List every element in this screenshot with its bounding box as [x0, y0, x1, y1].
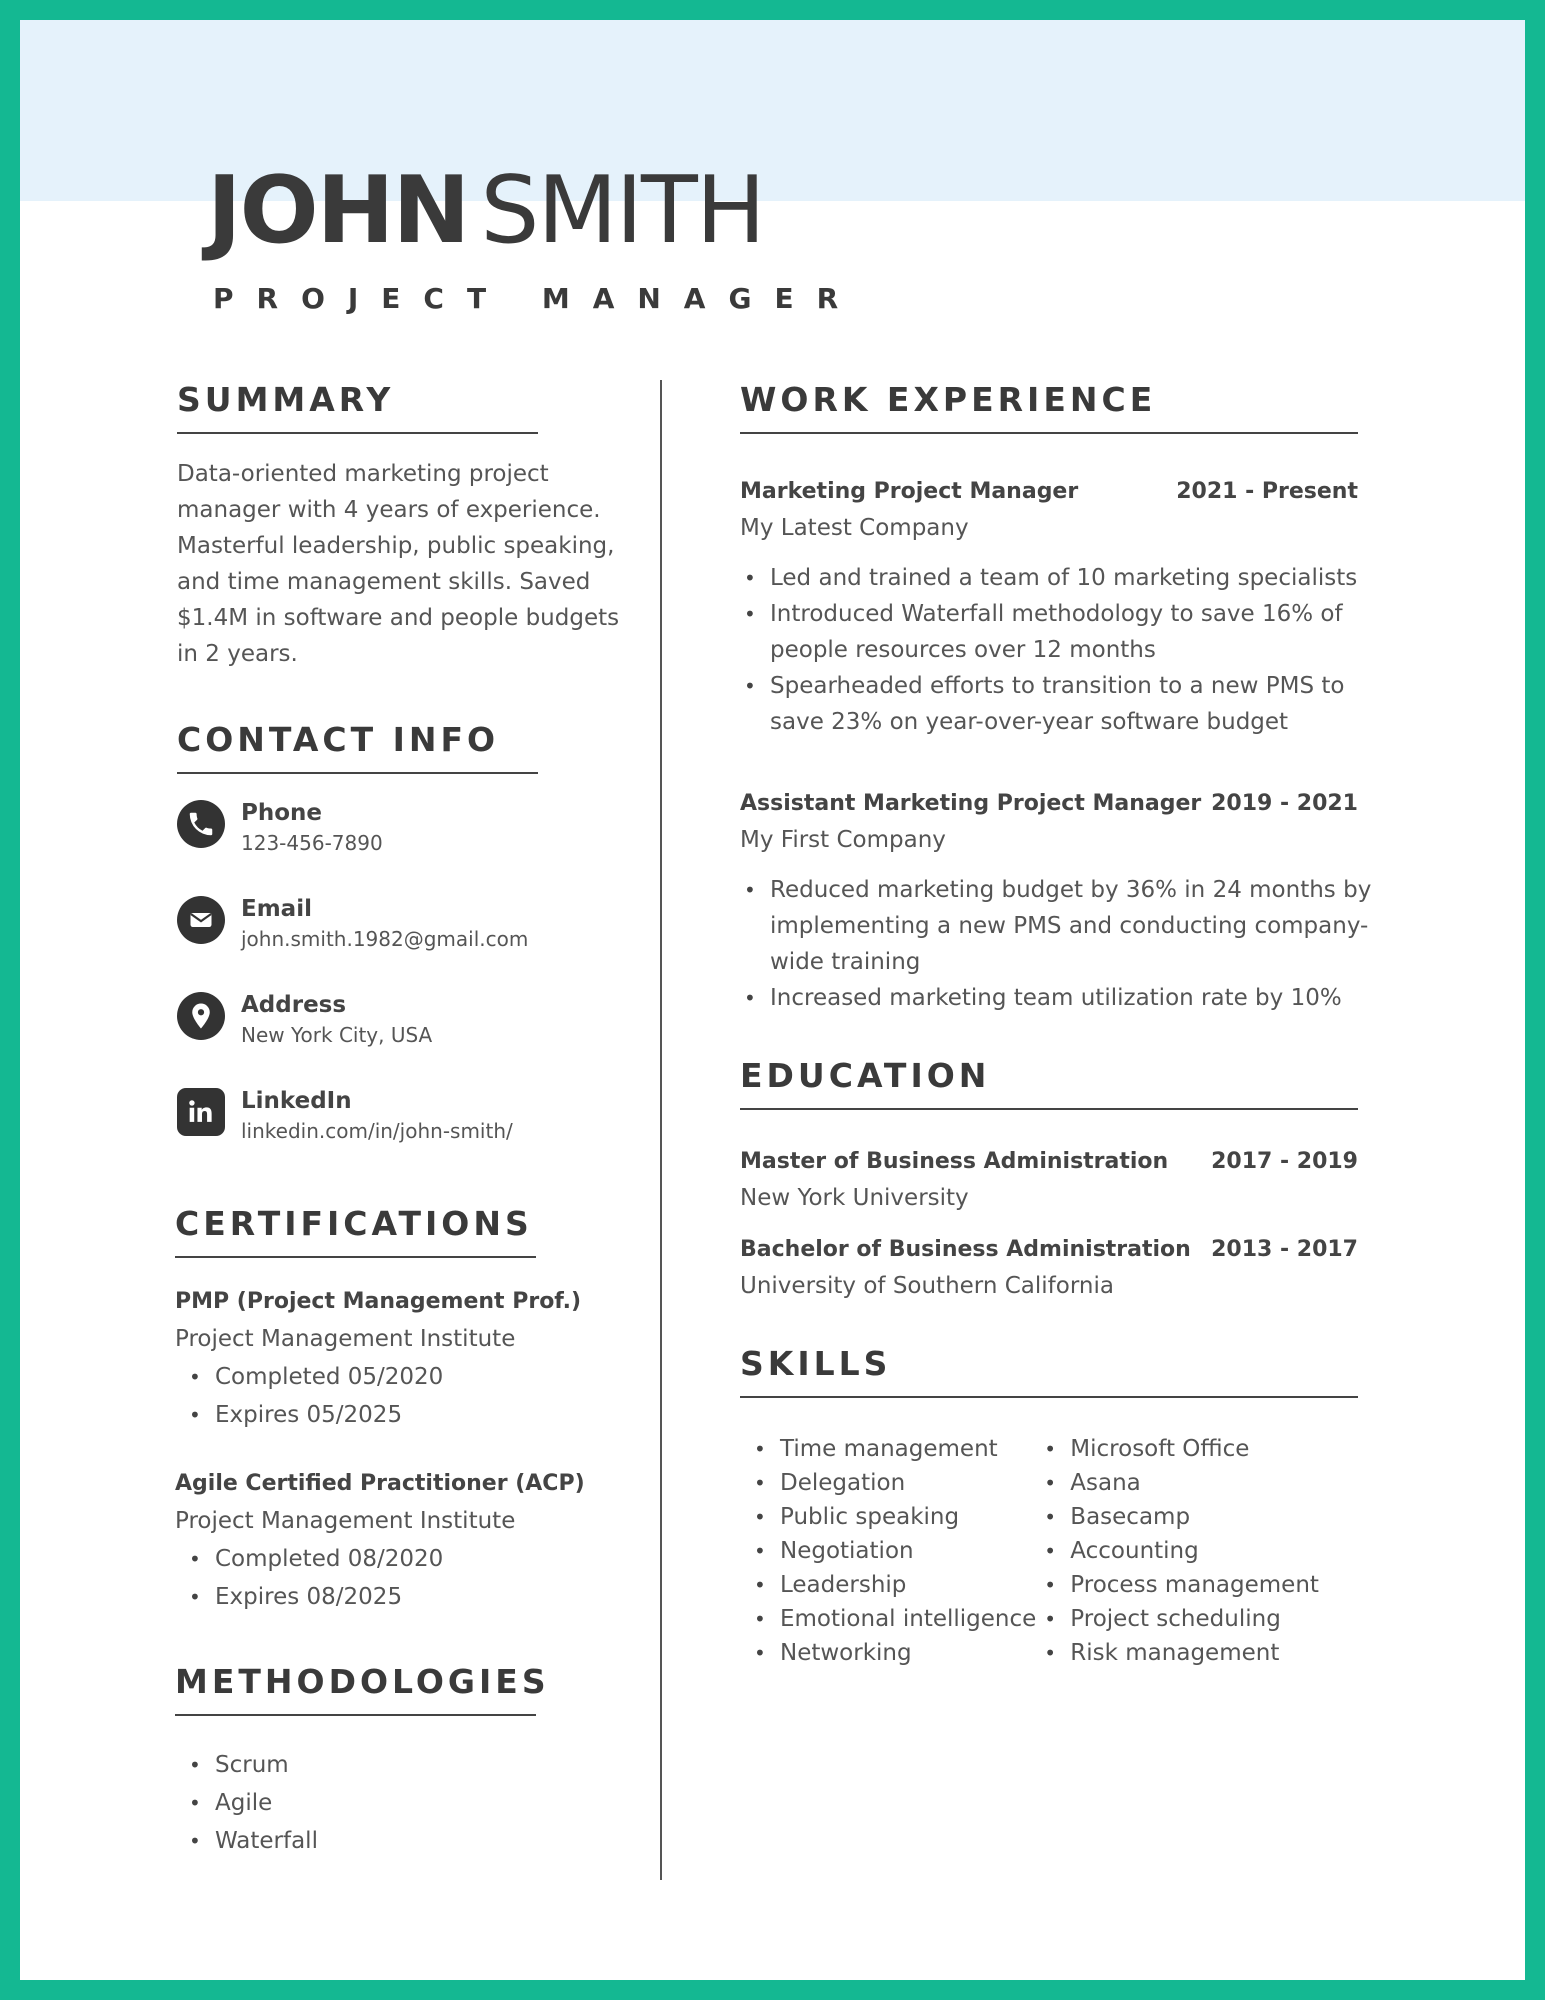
list-item: • Basecamp	[1070, 1500, 1319, 1534]
list-item: • Accounting	[1070, 1534, 1319, 1568]
certification-org: Project Management Institute	[175, 1326, 516, 1352]
list-item: • Time management	[780, 1432, 1036, 1466]
location-pin-icon	[177, 992, 225, 1040]
contact-label: LinkedIn	[241, 1088, 352, 1114]
contact-section	[177, 720, 647, 1182]
contact-item-address	[177, 990, 647, 1086]
email-value: john.smith.1982@gmail.com	[241, 927, 529, 951]
job-entry-title: Assistant Marketing Project Manager	[740, 791, 1202, 816]
list-item: • Emotional intelligence	[780, 1602, 1036, 1636]
right-column	[740, 380, 1400, 1670]
education-entry	[740, 1144, 1400, 1216]
section-rule	[740, 1108, 1358, 1110]
certification-title: Agile Certified Practitioner (ACP)	[175, 1471, 585, 1496]
education-degree: Master of Business Administration	[740, 1149, 1169, 1174]
methodologies-section	[175, 1662, 647, 1860]
section-rule	[740, 1396, 1358, 1398]
job-entry	[740, 786, 1400, 1016]
list-item: • Delegation	[780, 1466, 1036, 1500]
job-entry-title: Marketing Project Manager	[740, 479, 1079, 504]
certification-item	[175, 1284, 647, 1434]
skills-column-1	[740, 1432, 1036, 1670]
list-item: • Waterfall	[215, 1822, 647, 1860]
skills-column-2	[1036, 1432, 1319, 1670]
skills-heading: SKILLS	[740, 1344, 892, 1383]
address-value: New York City, USA	[241, 1023, 433, 1047]
list-item: • Introduced Waterfall methodology to save 16% of people resources over 12 months	[770, 596, 1400, 668]
list-item: • Negotiation	[780, 1534, 1036, 1568]
section-rule	[175, 1256, 536, 1258]
certification-details	[175, 1540, 647, 1616]
list-item: • Completed 08/2020	[215, 1540, 647, 1578]
list-item: • Expires 05/2025	[215, 1396, 647, 1434]
contact-item-email	[177, 894, 647, 990]
list-item: • Agile	[215, 1784, 647, 1822]
work-experience-heading: WORK EXPERIENCE	[740, 380, 1157, 419]
list-item: • Scrum	[215, 1746, 647, 1784]
skills-list	[740, 1432, 1400, 1670]
list-item: • Reduced marketing budget by 36% in 24 months by implementing a new PMS and conducting company-wide training	[770, 872, 1400, 980]
job-entry-dates: 2021 - Present	[1176, 479, 1358, 504]
full-name	[207, 150, 764, 270]
list-item: • Completed 05/2020	[215, 1358, 647, 1396]
methodologies-list	[175, 1746, 647, 1860]
job-entry-bullets	[740, 872, 1400, 1016]
last-name: SMITH	[480, 156, 764, 264]
contact-label: Phone	[241, 800, 323, 826]
summary-heading: SUMMARY	[177, 380, 395, 419]
job-entry-company: My First Company	[740, 827, 946, 853]
job-title: PROJECT MANAGER	[213, 282, 862, 315]
education-school: University of Southern California	[740, 1273, 1114, 1299]
section-rule	[175, 1714, 536, 1716]
certification-org: Project Management Institute	[175, 1508, 516, 1534]
education-heading: EDUCATION	[740, 1056, 991, 1095]
section-rule	[740, 432, 1358, 434]
list-item: • Process management	[1070, 1568, 1319, 1602]
education-entry	[740, 1232, 1400, 1304]
contact-list	[177, 798, 647, 1182]
job-entry	[740, 474, 1400, 740]
contact-item-phone	[177, 798, 647, 894]
skills-section	[740, 1344, 1400, 1670]
job-entry-company: My Latest Company	[740, 515, 969, 541]
certifications-section	[175, 1204, 647, 1616]
phone-icon	[177, 800, 225, 848]
certification-item	[175, 1466, 647, 1616]
linkedin-value: linkedin.com/in/john-smith/	[241, 1119, 513, 1143]
column-divider	[660, 380, 662, 1880]
list-item: • Expires 08/2025	[215, 1578, 647, 1616]
list-item: • Microsoft Office	[1070, 1432, 1319, 1466]
education-dates: 2017 - 2019	[1211, 1149, 1358, 1174]
list-item: • Project scheduling	[1070, 1602, 1319, 1636]
first-name: JOHN	[207, 156, 469, 264]
list-item: • Public speaking	[780, 1500, 1036, 1534]
contact-label: Email	[241, 896, 312, 922]
list-item: • Spearheaded efforts to transition to a new PMS to save 23% on year-over-year software budget	[770, 668, 1400, 740]
email-icon	[177, 896, 225, 944]
list-item: • Risk management	[1070, 1636, 1319, 1670]
section-rule	[177, 432, 538, 434]
summary-text: Data-oriented marketing project manager with 4 years of experience. Masterful leadership, public speaking, and time management skills. Saved $1.4M in software and people budgets in 2 years.	[177, 461, 620, 667]
contact-item-linkedin	[177, 1086, 647, 1182]
work-experience-section	[740, 380, 1400, 1016]
list-item: • Led and trained a team of 10 marketing specialists	[770, 560, 1400, 596]
job-entry-bullets	[740, 560, 1400, 740]
education-degree: Bachelor of Business Administration	[740, 1237, 1191, 1262]
education-school: New York University	[740, 1185, 969, 1211]
job-entry-dates: 2019 - 2021	[1211, 791, 1358, 816]
certification-details	[175, 1358, 647, 1434]
contact-heading: CONTACT INFO	[177, 720, 500, 759]
summary-section	[177, 380, 647, 672]
left-column	[177, 380, 647, 1860]
resume-page	[20, 20, 1525, 1980]
certification-title: PMP (Project Management Prof.)	[175, 1289, 582, 1314]
section-rule	[177, 772, 538, 774]
education-dates: 2013 - 2017	[1211, 1237, 1358, 1262]
certifications-heading: CERTIFICATIONS	[175, 1204, 533, 1243]
contact-label: Address	[241, 992, 347, 1018]
phone-value: 123-456-7890	[241, 831, 383, 855]
list-item: • Increased marketing team utilization rate by 10%	[770, 980, 1400, 1016]
list-item: • Asana	[1070, 1466, 1319, 1500]
methodologies-heading: METHODOLOGIES	[175, 1662, 550, 1701]
education-section	[740, 1056, 1400, 1304]
linkedin-icon	[177, 1088, 225, 1136]
list-item: • Networking	[780, 1636, 1036, 1670]
list-item: • Leadership	[780, 1568, 1036, 1602]
